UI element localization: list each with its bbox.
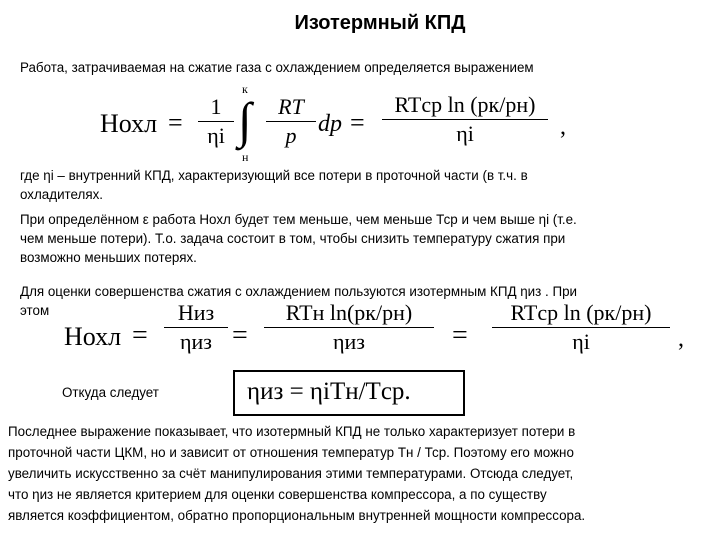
- formula1-p: p: [285, 123, 297, 148]
- integral-sign: ∫: [238, 92, 252, 148]
- formula2-f2-num: RTн ln(pк/pн): [264, 300, 434, 328]
- formula-3-box: [233, 370, 465, 416]
- formula1-frac-2: [266, 94, 316, 149]
- formula1-eta: ηi: [207, 123, 225, 148]
- formula2-comma: ,: [678, 326, 684, 352]
- integral-upper-limit: к: [242, 82, 248, 96]
- formula2-eq2: =: [232, 320, 248, 351]
- formula1-one: 1: [198, 94, 234, 122]
- final-line3: увеличить искусственно за счёт манипулирования этими температурами. Отсюда следует,: [8, 466, 574, 481]
- formula1-frac-1: [198, 94, 234, 149]
- para3-line1: Для оценки совершенства сжатия с охлаждением пользуются изотермным КПД ηиз . При: [20, 284, 578, 299]
- otkuda-text: Откуда следует: [62, 385, 159, 400]
- formula1-lhs: Hохл: [100, 109, 158, 138]
- formula2-f2-den: ηиз: [333, 329, 365, 354]
- formula2-frac-3: [492, 300, 670, 355]
- formula1-comma: ,: [560, 114, 566, 140]
- formula2-f3-num: RTср ln (pк/pн): [492, 300, 670, 328]
- formula1-rt: RT: [266, 94, 316, 122]
- para1-line1: где ηi – внутренний КПД, характеризующий все потери в проточной части (в т.ч. в: [20, 168, 528, 183]
- final-line1: Последнее выражение показывает, что изотермный КПД не только характеризует потери в: [8, 424, 576, 439]
- para1-line2: охладителях.: [20, 187, 104, 202]
- formula2-f3-den: ηi: [572, 329, 590, 354]
- final-line2: проточной части ЦКМ, но и зависит от отношения температур Тн / Тср. Поэтому его можно: [8, 445, 574, 460]
- intro-text: Работа, затрачиваемая на сжатие газа с охлаждением определяется выражением: [20, 60, 534, 75]
- formula1-eq2: =: [350, 108, 365, 137]
- formula2-frac-1: [164, 300, 228, 355]
- formula1-rhs-num: RTср ln (pк/pн): [382, 92, 548, 120]
- formula1-rhs-den: ηi: [456, 121, 474, 146]
- formula1-dp: dp: [318, 111, 342, 137]
- para3-line2: этом: [20, 303, 50, 318]
- formula2-frac-2: [264, 300, 434, 355]
- formula2-eq: =: [132, 320, 148, 351]
- formula2-f1-den: ηиз: [180, 329, 212, 354]
- formula2-f1-num: Hиз: [164, 300, 228, 328]
- para2-line1: При определённом ε работа Нохл будет тем меньше, чем меньше Тср и чем выше ηi (т.е.: [20, 212, 577, 227]
- formula1-eq: =: [168, 108, 183, 137]
- page-title: Изотермный КПД: [294, 12, 466, 34]
- final-line5: является коэффициентом, обратно пропорциональным внутренней мощности компрессора.: [8, 508, 586, 523]
- formula2-eq3: =: [452, 320, 468, 351]
- integral-lower-limit: н: [242, 150, 249, 164]
- para2-line3: возможно меньших потерях.: [20, 250, 197, 265]
- formula1-frac-3: [382, 92, 548, 147]
- final-line4: что ηиз не является критерием для оценки совершенства компрессора, а по существу: [8, 487, 547, 502]
- para2-line2: чем меньше потери). Т.о. задача состоит в том, чтобы снизить температуру сжатия при: [20, 231, 566, 246]
- formula-3: ηиз = ηiTн/Tср.: [247, 378, 411, 405]
- formula2-lhs: Hохл: [64, 322, 122, 351]
